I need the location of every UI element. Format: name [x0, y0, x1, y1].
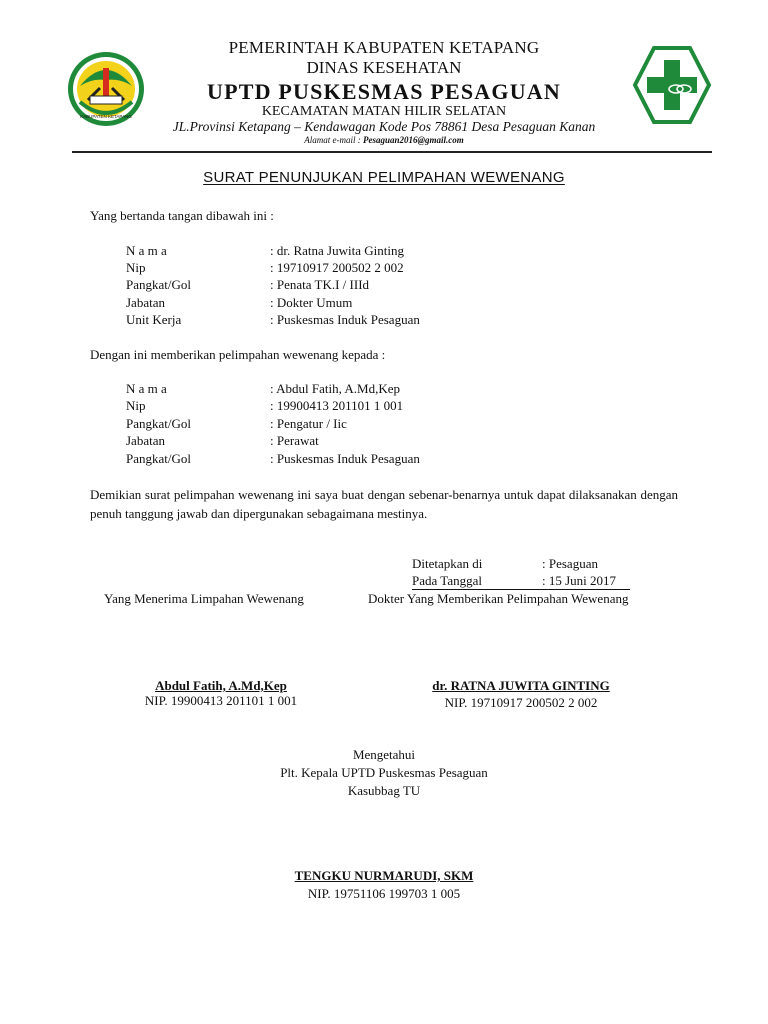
receiver-name: Abdul Fatih, A.Md,Kep [155, 678, 287, 693]
grantor-value-name: : dr. Ratna Juwita Ginting [270, 243, 404, 258]
email-line [0, 135, 768, 145]
giver-role: Dokter Yang Memberikan Pelimpahan Wewenang [368, 591, 629, 606]
grantor-value-unit: : Puskesmas Induk Pesaguan [270, 312, 420, 327]
institution-header: UPTD PUSKESMAS PESAGUAN [207, 79, 561, 104]
grantor-value-rank: : Penata TK.I / IIId [270, 277, 370, 292]
grantee-value-name: : Abdul Fatih, A.Md,Kep [270, 381, 401, 396]
acknowledge-heading: Mengetahui [352, 747, 416, 762]
acknowledge-subtitle: Kasubbag TU [347, 783, 421, 798]
grantor-value-position: : Dokter Umum [270, 295, 353, 310]
giver-name: dr. RATNA JUWITA GINTING [432, 678, 610, 693]
grantee-label-nip: Nip [126, 398, 146, 413]
grantee-label-rank: Pangkat/Gol [126, 416, 191, 431]
giver-nip: NIP. 19710917 200502 2 002 [444, 695, 598, 710]
grantee-label-unit: Pangkat/Gol [126, 451, 191, 466]
grantor-label-name: N a m a [126, 243, 167, 258]
grantee-value-rank: : Pengatur / Iic [270, 416, 347, 431]
grantor-label-unit: Unit Kerja [126, 312, 182, 327]
grantor-label-nip: Nip [126, 260, 146, 275]
acknowledge-name: TENGKU NURMARUDI, SKM [294, 868, 474, 883]
closing-paragraph: Demikian surat pelimpahan wewenang ini saya buat dengan sebenar-benarnya untuk dapat dilaksanakan dengan penuh tanggung jawab dan dipergunakan sebagaimana mestinya. [90, 487, 678, 521]
acknowledge-nip: NIP. 19751106 199703 1 005 [307, 886, 461, 901]
date-value: : 15 Juni 2017 [542, 573, 617, 588]
grantee-label-name: N a m a [126, 381, 167, 396]
place-label: Ditetapkan di [412, 556, 483, 571]
grantor-label-rank: Pangkat/Gol [126, 277, 191, 292]
government-header: PEMERINTAH KABUPATEN KETAPANG [228, 38, 540, 57]
grantee-value-unit: : Puskesmas Induk Pesaguan [270, 451, 420, 466]
email-address: Pesaguan2016@gmail.com [363, 135, 464, 145]
grantor-label-position: Jabatan [126, 295, 165, 310]
acknowledge-title: Plt. Kepala UPTD Puskesmas Pesaguan [280, 765, 488, 780]
district-header: KECAMATAN MATAN HILIR SELATAN [261, 104, 507, 119]
receiver-role: Yang Menerima Limpahan Wewenang [104, 591, 304, 606]
grantee-value-position: : Perawat [270, 433, 319, 448]
address-line: JL.Provinsi Ketapang – Kendawagan Kode Pos 78861 Desa Pesaguan Kanan [172, 119, 596, 134]
intro-text: Yang bertanda tangan dibawah ini : [90, 208, 274, 223]
transfer-text: Dengan ini memberikan pelimpahan wewenang kepada : [90, 347, 386, 362]
grantee-label-position: Jabatan [126, 433, 165, 448]
letterhead-divider [72, 151, 712, 153]
grantee-value-nip: : 19900413 201101 1 001 [270, 398, 404, 413]
emblem-caption: KABUPATEN KETAPANG [80, 114, 132, 119]
date-label: Pada Tanggal [412, 573, 482, 588]
receiver-nip: NIP. 19900413 201101 1 001 [144, 693, 298, 708]
email-label: Alamat e-mail : [304, 135, 363, 145]
department-header: DINAS KESEHATAN [306, 58, 462, 77]
document-title: SURAT PENUNJUKAN PELIMPAHAN WEWENANG [203, 169, 565, 186]
grantor-value-nip: : 19710917 200502 2 002 [270, 260, 404, 275]
place-value: : Pesaguan [542, 556, 598, 571]
